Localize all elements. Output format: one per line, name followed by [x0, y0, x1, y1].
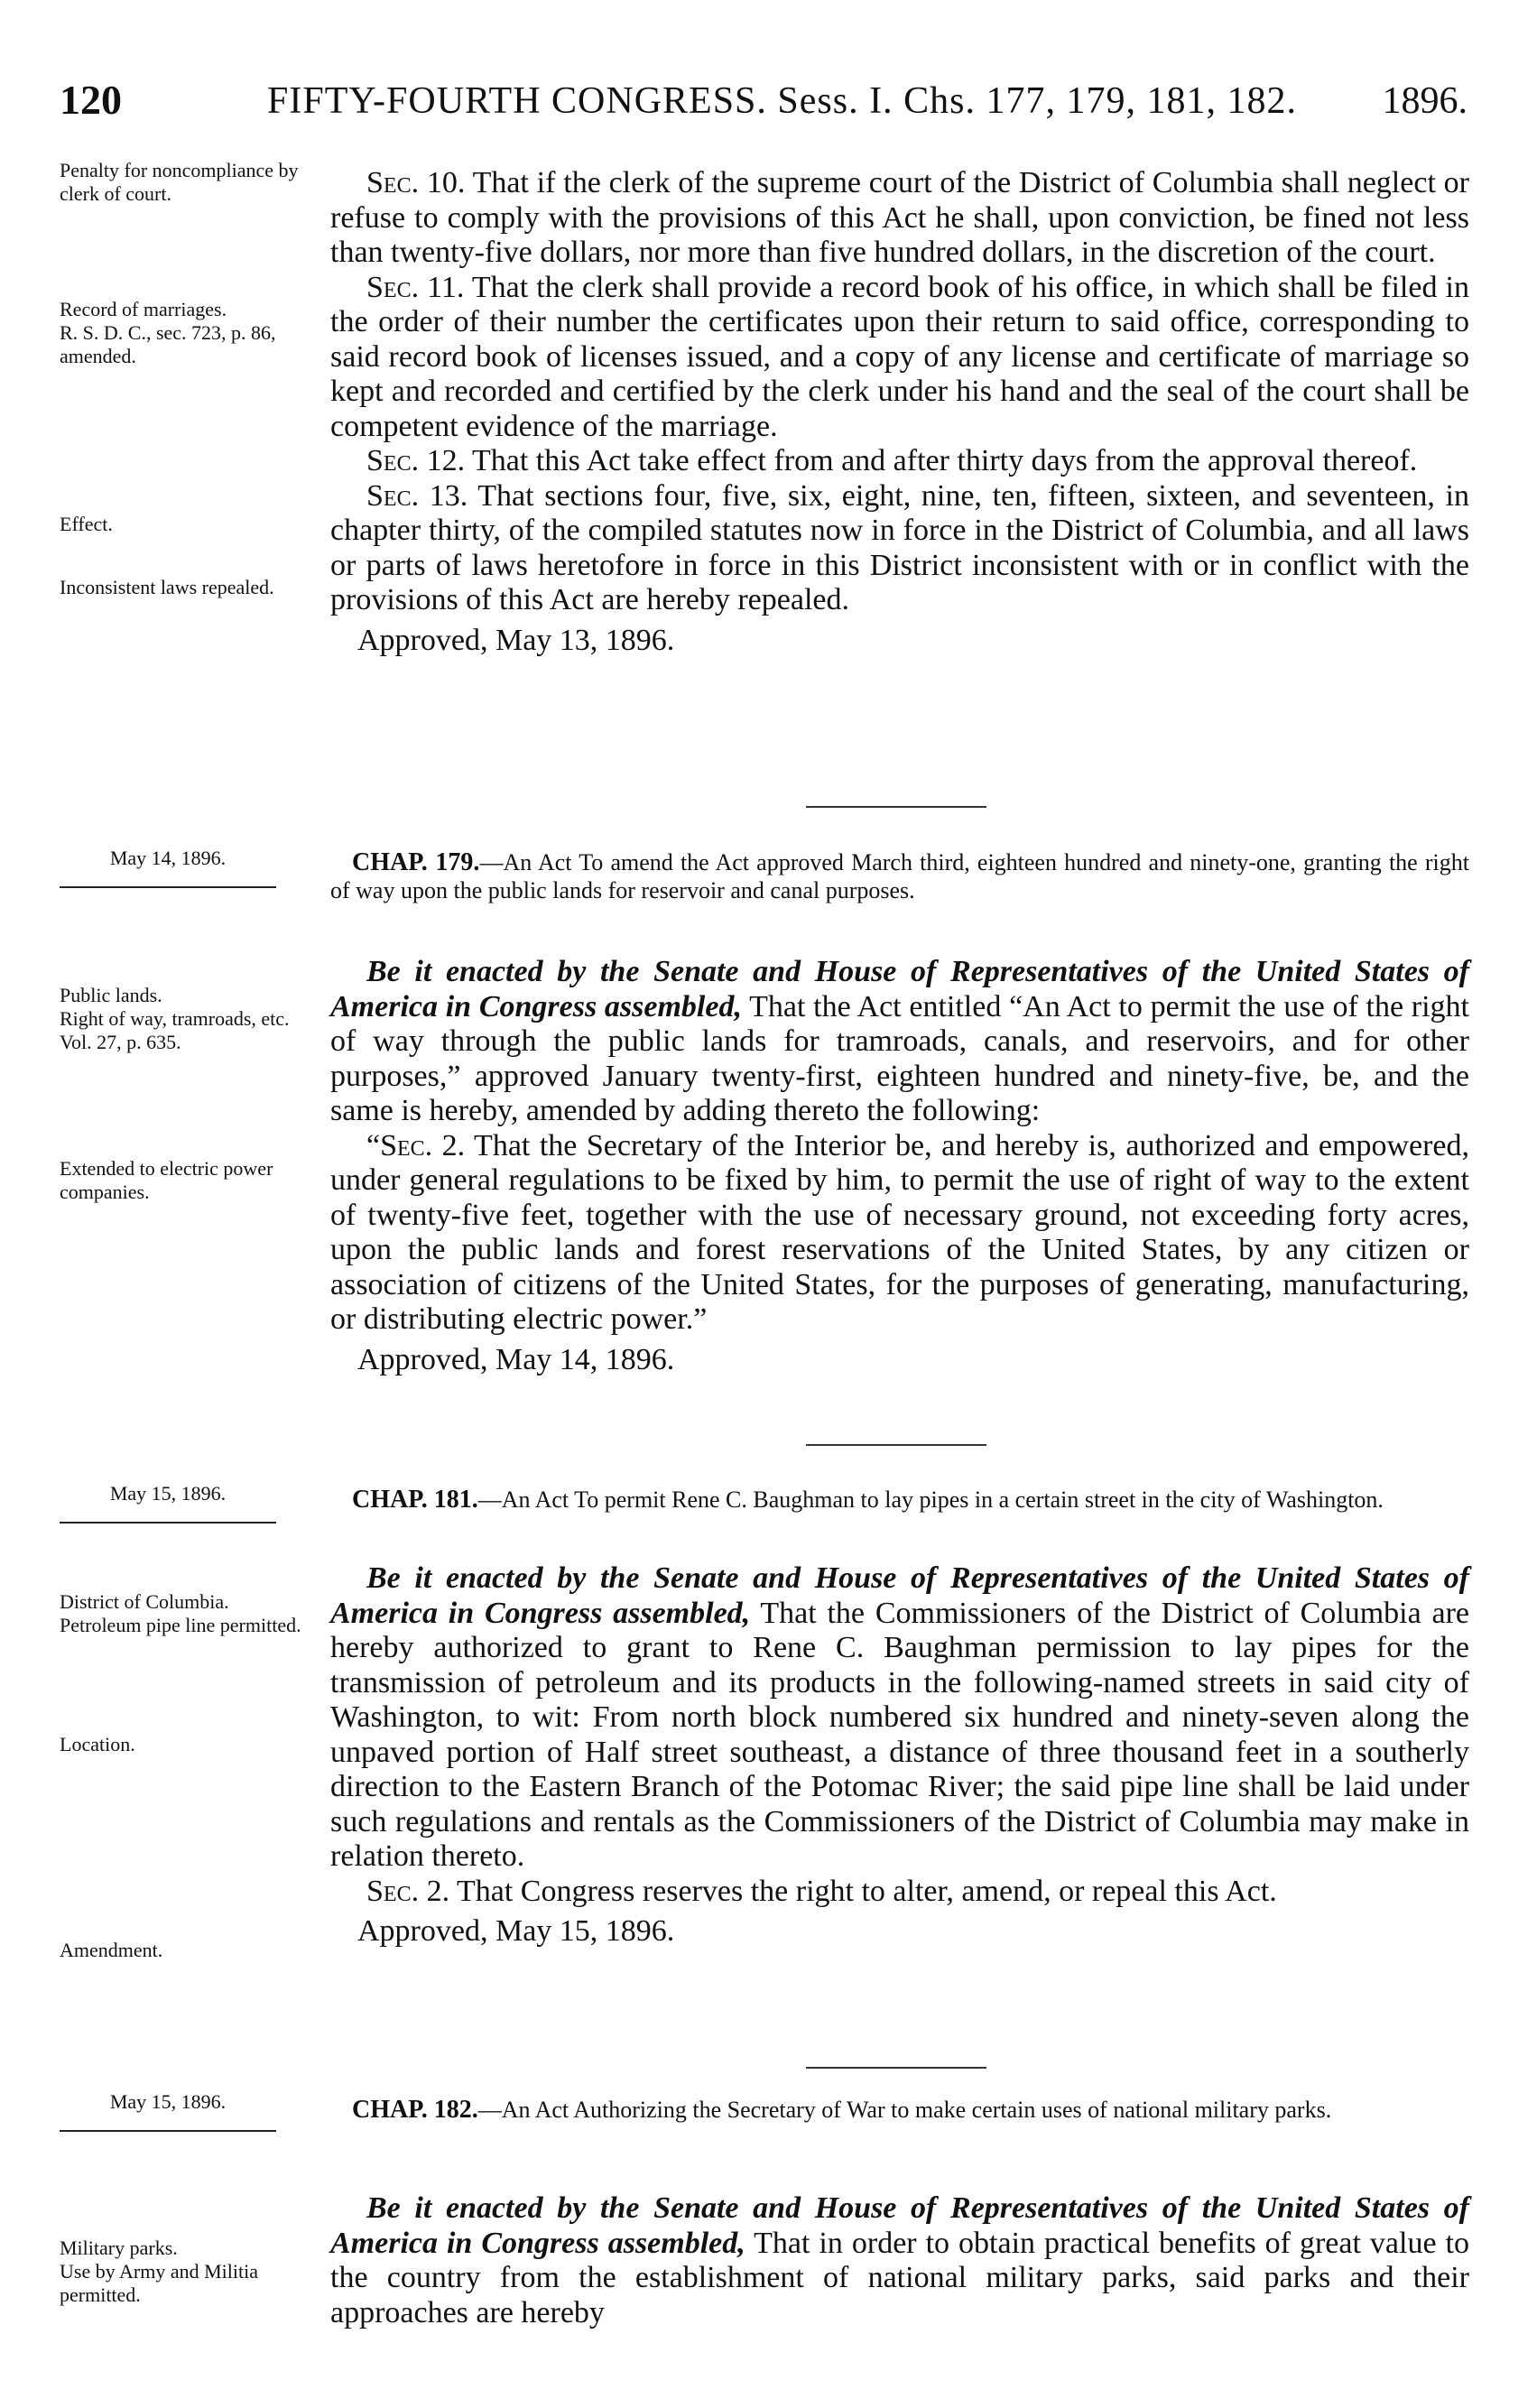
enacting-clause: Be it enacted by the Senate and House of Representatives of the United States of America in Congress assembled, That in order to obtain practical benefits of great value to the country from the establishment of national military parks, said parks and their approaches are hereby — [330, 2191, 1470, 2329]
section-2: “Sec. 2. That the Secretary of the Interior be, and hereby is, authorized and empowered, under general regulations to be fixed by him, to permit the use of right of way to the extent of twenty-five feet, together with the use of necessary ground, not exceeding forty acres, upon the public lands and forest reservations of the United States, by any citizen or association of citizens of the United States, for the purposes of generating, manufacturing, or distributing electric power.” — [330, 1128, 1470, 1336]
running-head — [60, 76, 1468, 130]
separator-rule — [806, 2067, 986, 2069]
chap182-body — [330, 2191, 1469, 2330]
chap182-caption: CHAP. 182.—An Act Authorizing the Secretary of War to make certain uses of national military parks. — [352, 2096, 1332, 2124]
page-number: 120 — [60, 77, 122, 123]
chap179-body — [330, 955, 1469, 1377]
running-year: 1896. — [1382, 80, 1468, 122]
date-rule — [60, 886, 276, 888]
chap181-caption: CHAP. 181.—An Act To permit Rene C. Baughman to lay pipes in a certain street in the city of Washington. — [352, 1486, 1384, 1514]
chap179-caption: CHAP. 179.—An Act To amend the Act approved March third, eighteen hundred and ninety-one, granting the right of way upon the public lands for reservoir and canal purposes. — [330, 848, 1469, 903]
chap181-body — [330, 1561, 1469, 1950]
approved-line: Approved, May 15, 1896. — [357, 1914, 675, 1948]
chap182-date-note: May 15, 1896. — [60, 2090, 321, 2132]
section-11: Sec. 11. That the clerk shall provide a record book of his office, in which shall be filed in the order of their number the certificates upon their return to said office, corresponding to said record book of licenses issued, and a copy of any license and certificate of marriage so kept and recorded and certified by the clerk under his hand and the seal of the court shall be competent evidence of the marriage. — [330, 270, 1469, 443]
enacting-clause: Be it enacted by the Senate and House of Representatives of the United States of America in Congress assembled, That the Act entitled “An Act to permit the use of the right of way through the public lands for tramroads, canals, and reservoirs, and for other purposes,” approved January twenty-first, eighteen hundred and ninety-five, be, and the same is hereby, amended by adding thereto the following: — [330, 955, 1469, 1127]
margin-note-amendment: Amendment. — [60, 1939, 163, 1961]
section-13: Sec. 13. That sections four, five, six, eight, nine, ten, fifteen, sixteen, and seventeen, in chapter thirty, of the compiled statutes now in force in the District of Columbia, and all laws or parts of laws heretofore in force in this District inconsistent with or in conflict with the provisions of this Act are hereby repealed. — [330, 478, 1470, 616]
margin-note-public-lands: Public lands. Right of way, tramroads, etc. Vol. 27, p. 635. — [60, 984, 290, 1053]
margin-note-district: District of Columbia. Petroleum pipe line permitted. — [60, 1590, 301, 1636]
block1-body — [330, 166, 1469, 658]
margin-note-location: Location. — [60, 1733, 135, 1755]
margin-note-effect: Effect. — [60, 513, 113, 535]
chap179-date-note: May 14, 1896. — [60, 847, 321, 888]
margin-note-penalty: Penalty for noncompliance by clerk of court. — [60, 159, 299, 205]
enacting-clause: Be it enacted by the Senate and House of Representatives of the United States of America in Congress assembled, That the Commissioners of the District of Columbia are hereby authorized to grant to Rene C. Baughman permission to lay pipes for the transmission of petroleum and its products in the following-named streets in said city of Washington, to wit: From north block numbered six hundred and ninety-seven along the unpaved portion of Half street southeast, a distance of three thousand feet in a southerly direction to the Eastern Branch of the Potomac River; the said pipe line shall be laid under such regulations and rentals as the Commissioners of the District of Columbia may make in relation thereto. — [330, 1561, 1470, 1873]
margin-note-record: Record of marriages. R. S. D. C., sec. 723, p. 86, amended. — [60, 298, 276, 367]
separator-rule — [806, 1444, 986, 1446]
margin-note-military-parks: Military parks. Use by Army and Militia permitted. — [60, 2237, 258, 2306]
date-rule — [60, 1522, 276, 1524]
approved-line: Approved, May 14, 1896. — [357, 1342, 675, 1376]
margin-note-extended: Extended to electric power companies. — [60, 1157, 273, 1203]
approved-line: Approved, May 13, 1896. — [357, 623, 675, 657]
chap181-date-note: May 15, 1896. — [60, 1482, 321, 1524]
section-10: Sec. 10. That if the clerk of the supreme court of the District of Columbia shall neglect or refuse to comply with the provisions of this Act he shall, upon conviction, be fined not less than twenty-five dollars, nor more than five hundred dollars, in the discretion of the court. — [330, 166, 1470, 269]
margin-note-inconsistent: Inconsistent laws repealed. — [60, 576, 274, 598]
section-2: Sec. 2. That Congress reserves the right to alter, amend, or repeal this Act. — [366, 1874, 1277, 1908]
date-rule — [60, 2130, 276, 2132]
section-12: Sec. 12. That this Act take effect from and after thirty days from the approval thereof. — [366, 444, 1418, 477]
running-title: FIFTY-FOURTH CONGRESS. Sess. I. Chs. 177, 179, 181, 182. — [267, 80, 1297, 122]
separator-rule — [806, 806, 986, 808]
